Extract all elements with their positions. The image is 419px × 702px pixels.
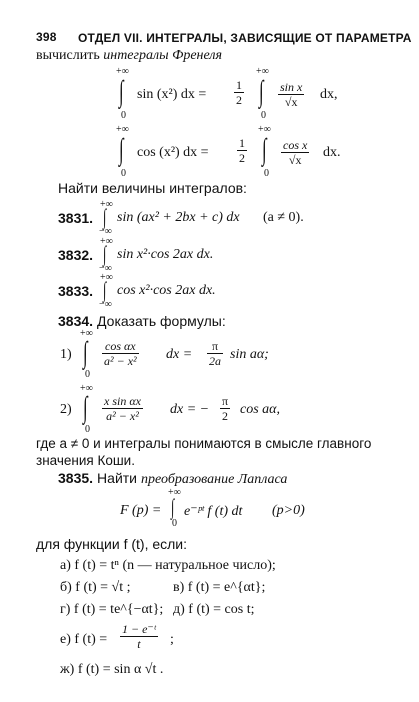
integral-sign: ∫ — [83, 391, 88, 424]
upper-limit: +∞ — [168, 487, 181, 498]
fresnel-sin-upper: +∞ — [116, 66, 129, 77]
case-e-tail: ; — [170, 632, 174, 647]
upper-limit: +∞ — [100, 272, 113, 283]
note-line-1: где a ≠ 0 и интегралы понимаются в смысле главного — [36, 436, 372, 451]
page-number: 398 — [36, 30, 57, 44]
upper-limit: +∞ — [80, 383, 93, 394]
fresnel-sin-half: $\frac{1}{2}$ — [236, 78, 242, 107]
integral-sign: ∫ — [119, 133, 124, 166]
lower-limit: 0 — [172, 518, 177, 529]
case-a: а) f (t) = tⁿ (n — натуральное число); — [60, 558, 276, 573]
problem-number: 3833. — [58, 283, 94, 299]
laplace-rhs: e⁻ᵖᵗ f (t) dt — [184, 504, 243, 519]
fresnel-cos-upper2: +∞ — [258, 124, 271, 135]
fresnel-cos-lower2: 0 — [264, 168, 269, 179]
problem-number: 3832. — [58, 247, 94, 263]
intro-line — [36, 48, 222, 64]
integral-sign: ∫ — [83, 336, 88, 369]
formula-2-fraction: $\frac{\text{x sin αx}}{\text{a² − x²}}$ — [104, 394, 141, 423]
fresnel-cos-lower: 0 — [121, 168, 126, 179]
integral-sign: ∫ — [103, 204, 107, 229]
problem-3835: 3835. Найти преобразование Лапласа — [58, 470, 288, 487]
upper-limit: +∞ — [100, 236, 113, 247]
lower-limit: −∞ — [99, 226, 112, 237]
upper-limit: +∞ — [100, 199, 113, 210]
case-zh: ж) f (t) = sin α √t . — [60, 662, 164, 677]
lower-limit: −∞ — [99, 263, 112, 274]
intro-italic: интегралы Френеля — [103, 48, 222, 63]
formula-1-fraction: $\frac{\text{cos αx}}{\text{a² − x²}}$ — [104, 339, 137, 368]
integral-sign: ∫ — [103, 241, 107, 266]
integral-sign: ∫ — [119, 75, 124, 108]
case-g: г) f (t) = te^{−αt}; — [60, 602, 164, 617]
problem-number: 3831. — [58, 210, 94, 226]
section-title: ОТДЕЛ VII. ИНТЕГРАЛЫ, ЗАВИСЯЩИЕ ОТ ПАРАМЕТРА — [78, 31, 412, 45]
case-d: д) f (t) = cos t; — [173, 602, 255, 617]
fresnel-sin-lower: 0 — [121, 110, 126, 121]
fresnel-cos-integrand: cos (x²) dx = — [137, 145, 209, 160]
formula-1-label: 1) — [60, 347, 72, 362]
for-functions: для функции f (t), если: — [36, 536, 188, 552]
formula-2-rhs-fraction: $\frac{\pi}{2}$ — [222, 394, 229, 423]
laplace-condition: (p>0) — [272, 503, 305, 518]
problem-expression: sin x²·cos 2ax dx. — [117, 247, 214, 262]
fresnel-cos-half: $\frac{1}{2}$ — [239, 136, 245, 165]
formula-1-rhs-fraction: $\frac{\pi}{2a}$ — [209, 339, 221, 368]
formula-2-mid: dx = − — [170, 402, 210, 417]
note-line-2: значения Коши. — [36, 453, 135, 468]
case-e-lhs: е) f (t) = — [60, 632, 108, 647]
problem-condition: (a ≠ 0). — [263, 210, 304, 225]
fresnel-sin-integrand: sin (x²) dx = — [137, 87, 207, 102]
integral-sign: ∫ — [259, 75, 264, 108]
lower-limit: 0 — [85, 424, 90, 435]
find-heading: Найти величины интегралов: — [58, 180, 247, 196]
formula-1-tail: sin aα; — [230, 347, 269, 362]
fresnel-sin-upper2: +∞ — [256, 66, 269, 77]
formula-2-tail: cos aα, — [240, 402, 281, 417]
problem-3834: 3834. Доказать формулы: — [58, 313, 226, 329]
formula-1-mid: dx = — [166, 347, 193, 362]
intro-lead: вычислить — [36, 48, 100, 63]
fresnel-cos-upper: +∞ — [116, 124, 129, 135]
formula-2-label: 2) — [60, 402, 72, 417]
integral-sign: ∫ — [171, 494, 175, 519]
laplace-lhs: F (p) = — [120, 503, 162, 518]
integral-sign: ∫ — [103, 277, 107, 302]
fresnel-cos-tail: dx. — [323, 145, 341, 160]
fresnel-cos-fraction: $\frac{\text{cos x}}{√x}$ — [283, 138, 308, 167]
lower-limit: −∞ — [99, 299, 112, 310]
case-e-fraction: $\frac{\text{1 − e⁻ᵗ}}{t}$ — [122, 622, 156, 651]
fresnel-sin-fraction: $\frac{\text{sin x}}{√x}$ — [280, 80, 303, 109]
problem-expression: sin (ax² + 2bx + c) dx — [117, 210, 240, 225]
problem-expression: cos x²·cos 2ax dx. — [117, 283, 216, 298]
upper-limit: +∞ — [80, 328, 93, 339]
case-v: в) f (t) = e^{αt}; — [173, 580, 266, 595]
fresnel-sin-tail: dx, — [320, 87, 338, 102]
integral-sign: ∫ — [262, 133, 267, 166]
case-b: б) f (t) = √t ; — [60, 580, 131, 595]
lower-limit: 0 — [85, 369, 90, 380]
fresnel-sin-lower2: 0 — [261, 110, 266, 121]
